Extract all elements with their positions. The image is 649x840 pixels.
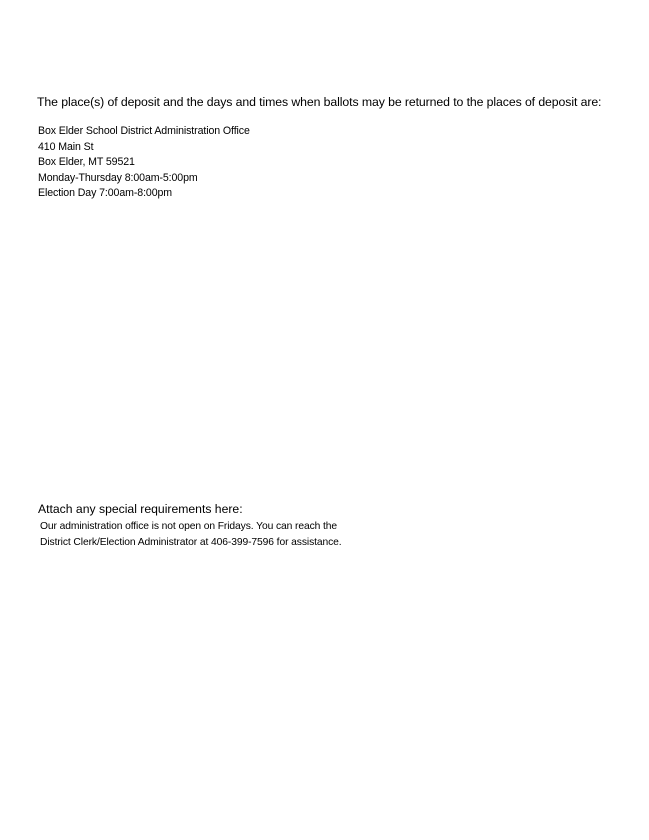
special-requirements-line: District Clerk/Election Administrator at 406-399-7596 for assistance.	[40, 537, 342, 549]
deposit-election-day-hours: Election Day 7:00am-8:00pm	[38, 187, 173, 200]
deposit-weekday-hours: Monday-Thursday 8:00am-5:00pm	[38, 171, 198, 184]
deposit-city-state-zip: Box Elder, MT 59521	[38, 156, 135, 169]
special-requirements-heading: Attach any special requirements here:	[38, 502, 243, 516]
deposit-office-name: Box Elder School District Administration Office	[38, 125, 250, 137]
deposit-heading: The place(s) of deposit and the days and times when ballots may be returned to the places of deposit are:	[37, 95, 602, 109]
deposit-street-address: 410 Main St	[38, 140, 94, 153]
special-requirements-text	[40, 519, 342, 552]
deposit-location-block	[38, 124, 250, 202]
special-requirements-line: Our administration office is not open on Fridays. You can reach the	[40, 521, 338, 532]
